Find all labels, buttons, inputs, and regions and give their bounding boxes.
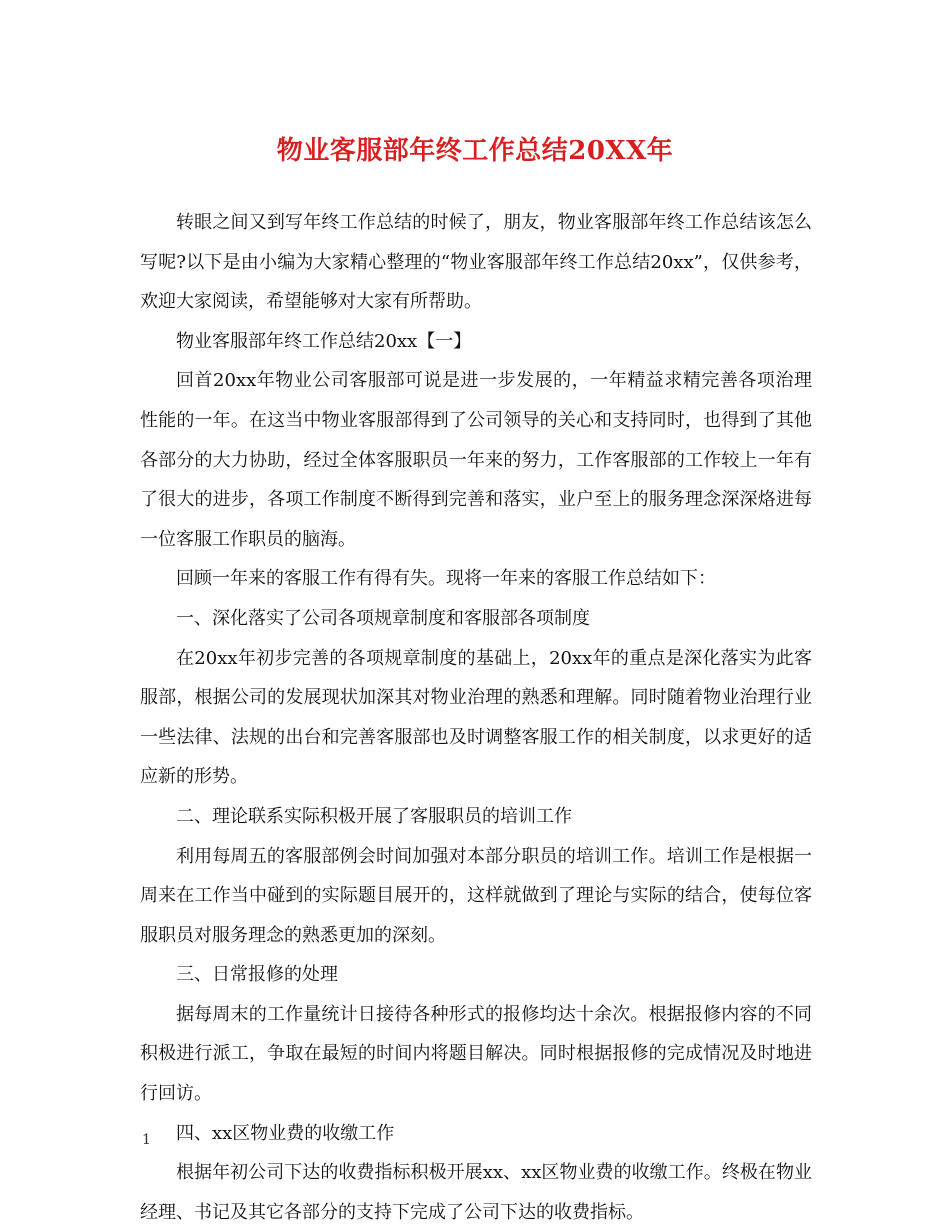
paragraph-review: 回首20xx年物业公司客服部可说是进一步发展的，一年精益求精完善各项治理性能的一年。在这当中物业客服部得到了公司领导的关心和支持同时，也得到了其他各部分的大力协助，经过全体客服职员一年来的努力，工作客服部的工作较上一年有了很大的进步，各项工作制度不断得到完善和落实，业户至上的服务理念深深烙进每一位客服工作职员的脑海。 — [140, 370, 812, 550]
paragraph-intro: 转眼之间又到写年终工作总结的时候了，朋友，物业客服部年终工作总结该怎么写呢?以下是由小编为大家精心整理的“物业客服部年终工作总结20xx”，仅供参考，欢迎大家阅读，希望能够对大家有所帮助。 — [140, 212, 812, 313]
section-heading-4: 四、xx区物业费的收缴工作 — [176, 1122, 395, 1144]
document-body — [140, 203, 812, 1232]
paragraph-section-2: 利用每周五的客服部例会时间加强对本部分职员的培训工作。培训工作是根据一周来在工作当中碰到的实际题目展开的，这样就做到了理论与实际的结合，使每位客服职员对服务理念的熟悉更加的深刻。 — [140, 845, 812, 946]
paragraph-section-1: 在20xx年初步完善的各项规章制度的基础上，20xx年的重点是深化落实为此客服部，根据公司的发展现状加深其对物业治理的熟悉和理解。同时随着物业治理行业一些法律、法规的出台和完善客服部也及时调整客服工作的相关制度，以求更好的适应新的形势。 — [140, 647, 812, 788]
section-heading-part-one: 物业客服部年终工作总结20xx【一】 — [176, 330, 472, 352]
section-heading-3: 三、日常报修的处理 — [176, 964, 338, 986]
document-title: 物业客服部年终工作总结20XX年 — [276, 136, 674, 166]
paragraph-summary-intro: 回顾一年来的客服工作有得有失。现将一年来的客服工作总结如下： — [176, 568, 716, 590]
section-heading-2: 二、理论联系实际积极开展了客服职员的培训工作 — [176, 805, 572, 827]
page-number: 1 — [142, 1132, 151, 1148]
paragraph-section-3: 据每周末的工作量统计日接待各种形式的报修均达十余次。根据报修内容的不同积极进行派工，争取在最短的时间内将题目解决。同时根据报修的完成情况及时地进行回访。 — [140, 1003, 812, 1105]
section-heading-1: 一、深化落实了公司各项规章制度和客服部各项制度 — [176, 607, 590, 629]
paragraph-section-4: 根据年初公司下达的收费指标积极开展xx、xx区物业费的收缴工作。终极在物业经理、书记及其它各部分的支持下完成了公司下达的收费指标。 — [140, 1162, 812, 1223]
